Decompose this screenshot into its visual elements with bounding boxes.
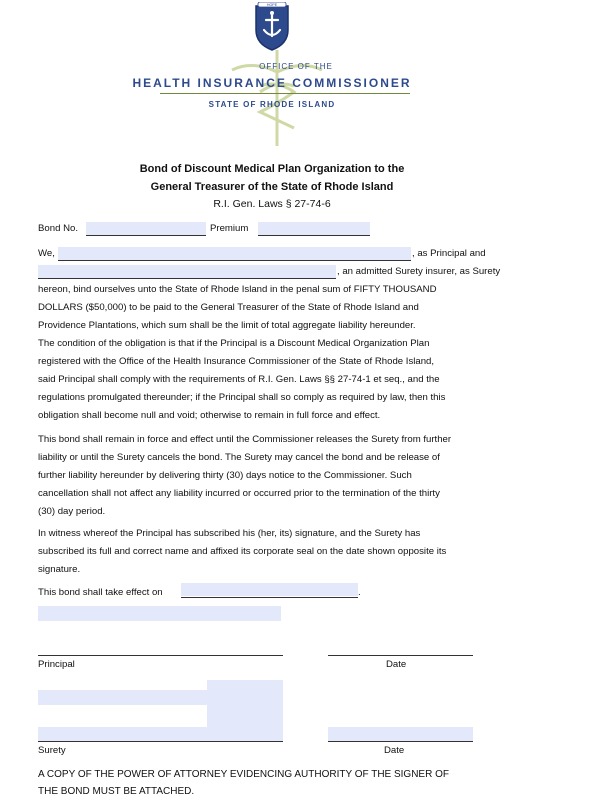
para4-line: subscribed its full and correct name and affixed its corporate seal on the date shown opposite its bbox=[38, 546, 447, 557]
principal-label: Principal bbox=[38, 659, 75, 670]
surety-signature-line bbox=[38, 741, 283, 742]
para2-line: said Principal shall comply with the requirements of R.I. Gen. Laws §§ 27-74-1 et seq., and the bbox=[38, 374, 440, 385]
para2-line: The condition of the obligation is that if the Principal is a Discount Medical Organization Plan bbox=[38, 338, 430, 349]
para2-line: registered with the Office of the Health Insurance Commissioner of the State of Rhode Island, bbox=[38, 356, 435, 367]
statute-citation: R.I. Gen. Laws § 27-74-6 bbox=[213, 198, 331, 210]
commissioner-heading: HEALTH INSURANCE COMMISSIONER bbox=[132, 76, 412, 90]
principal-company-field[interactable] bbox=[38, 606, 281, 621]
para3-line: This bond shall remain in force and effect until the Commissioner releases the Surety from further bbox=[38, 434, 452, 445]
effective-date-underline bbox=[181, 597, 358, 598]
document-title-line2: General Treasurer of the State of Rhode Island bbox=[150, 181, 394, 193]
para4-line: In witness whereof the Principal has subscribed his (her, its) signature, and the Surety has bbox=[38, 528, 421, 539]
principal-date-label: Date bbox=[386, 659, 407, 670]
para3-line: liability or until the Surety cancels the bond. The Surety may cancel the bond and be release of bbox=[38, 452, 440, 463]
principal-signature-line bbox=[38, 655, 283, 656]
notice-line: A COPY OF THE POWER OF ATTORNEY EVIDENCING AUTHORITY OF THE SIGNER OF bbox=[38, 769, 449, 780]
para3-line: (30) day period. bbox=[38, 506, 106, 517]
para3-line: cancellation shall not affect any liability incurred or occurred prior to the termination of the thirty bbox=[38, 488, 440, 499]
para4-line: signature. bbox=[38, 564, 81, 575]
bond-no-label: Bond No. bbox=[38, 223, 79, 234]
surety-date-line bbox=[328, 741, 473, 742]
header-divider bbox=[160, 93, 410, 94]
effective-date-label: This bond shall take effect on bbox=[38, 587, 163, 598]
rhode-island-seal-icon bbox=[250, 2, 294, 52]
principal-name-field[interactable] bbox=[58, 247, 411, 260]
surety-company-field[interactable] bbox=[38, 690, 283, 705]
surety-name-field[interactable] bbox=[38, 265, 336, 278]
premium-label: Premium bbox=[210, 223, 249, 234]
bond-no-field[interactable] bbox=[86, 222, 206, 235]
we-label: We, bbox=[38, 248, 55, 259]
surety-label: Surety bbox=[38, 745, 66, 756]
effective-date-period: . bbox=[358, 587, 361, 598]
premium-field[interactable] bbox=[258, 222, 370, 235]
effective-date-field[interactable] bbox=[181, 583, 358, 596]
surety-signature-field[interactable] bbox=[38, 727, 283, 741]
surety-name-underline bbox=[38, 278, 336, 279]
state-label: STATE OF RHODE ISLAND bbox=[208, 100, 336, 109]
office-of-label: OFFICE OF THE bbox=[259, 62, 333, 71]
para2-line: regulations promulgated thereunder; if the Principal shall so comply as required by law, then this bbox=[38, 392, 446, 403]
surety-suffix-text: , an admitted Surety insurer, as Surety bbox=[337, 266, 501, 277]
para1-line: hereon, bind ourselves unto the State of Rhode Island in the penal sum of FIFTY THOUSAND bbox=[38, 284, 437, 295]
para1-line: Providence Plantations, which sum shall be the limit of total aggregate liability hereunder. bbox=[38, 320, 416, 331]
para2-line: obligation shall become null and void; otherwise to remain in full force and effect. bbox=[38, 410, 381, 421]
document-title-line1: Bond of Discount Medical Plan Organization to the bbox=[139, 163, 405, 175]
seal-text: HOPE bbox=[266, 3, 278, 8]
premium-underline bbox=[258, 235, 370, 236]
para1-line: DOLLARS ($50,000) to be paid to the General Treasurer of the State of Rhode Island and bbox=[38, 302, 419, 313]
notice-line: THE BOND MUST BE ATTACHED. bbox=[38, 786, 195, 797]
power-of-attorney-notice bbox=[38, 766, 449, 800]
para3-line: further liability hereunder by delivering thirty (30) days notice to the Commissioner. Such bbox=[38, 470, 412, 481]
principal-date-line bbox=[328, 655, 473, 656]
surety-date-label: Date bbox=[384, 745, 405, 756]
surety-date-field[interactable] bbox=[328, 727, 473, 741]
principal-name-underline bbox=[58, 260, 411, 261]
bond-no-underline bbox=[86, 235, 206, 236]
as-principal-text: , as Principal and bbox=[412, 248, 486, 259]
